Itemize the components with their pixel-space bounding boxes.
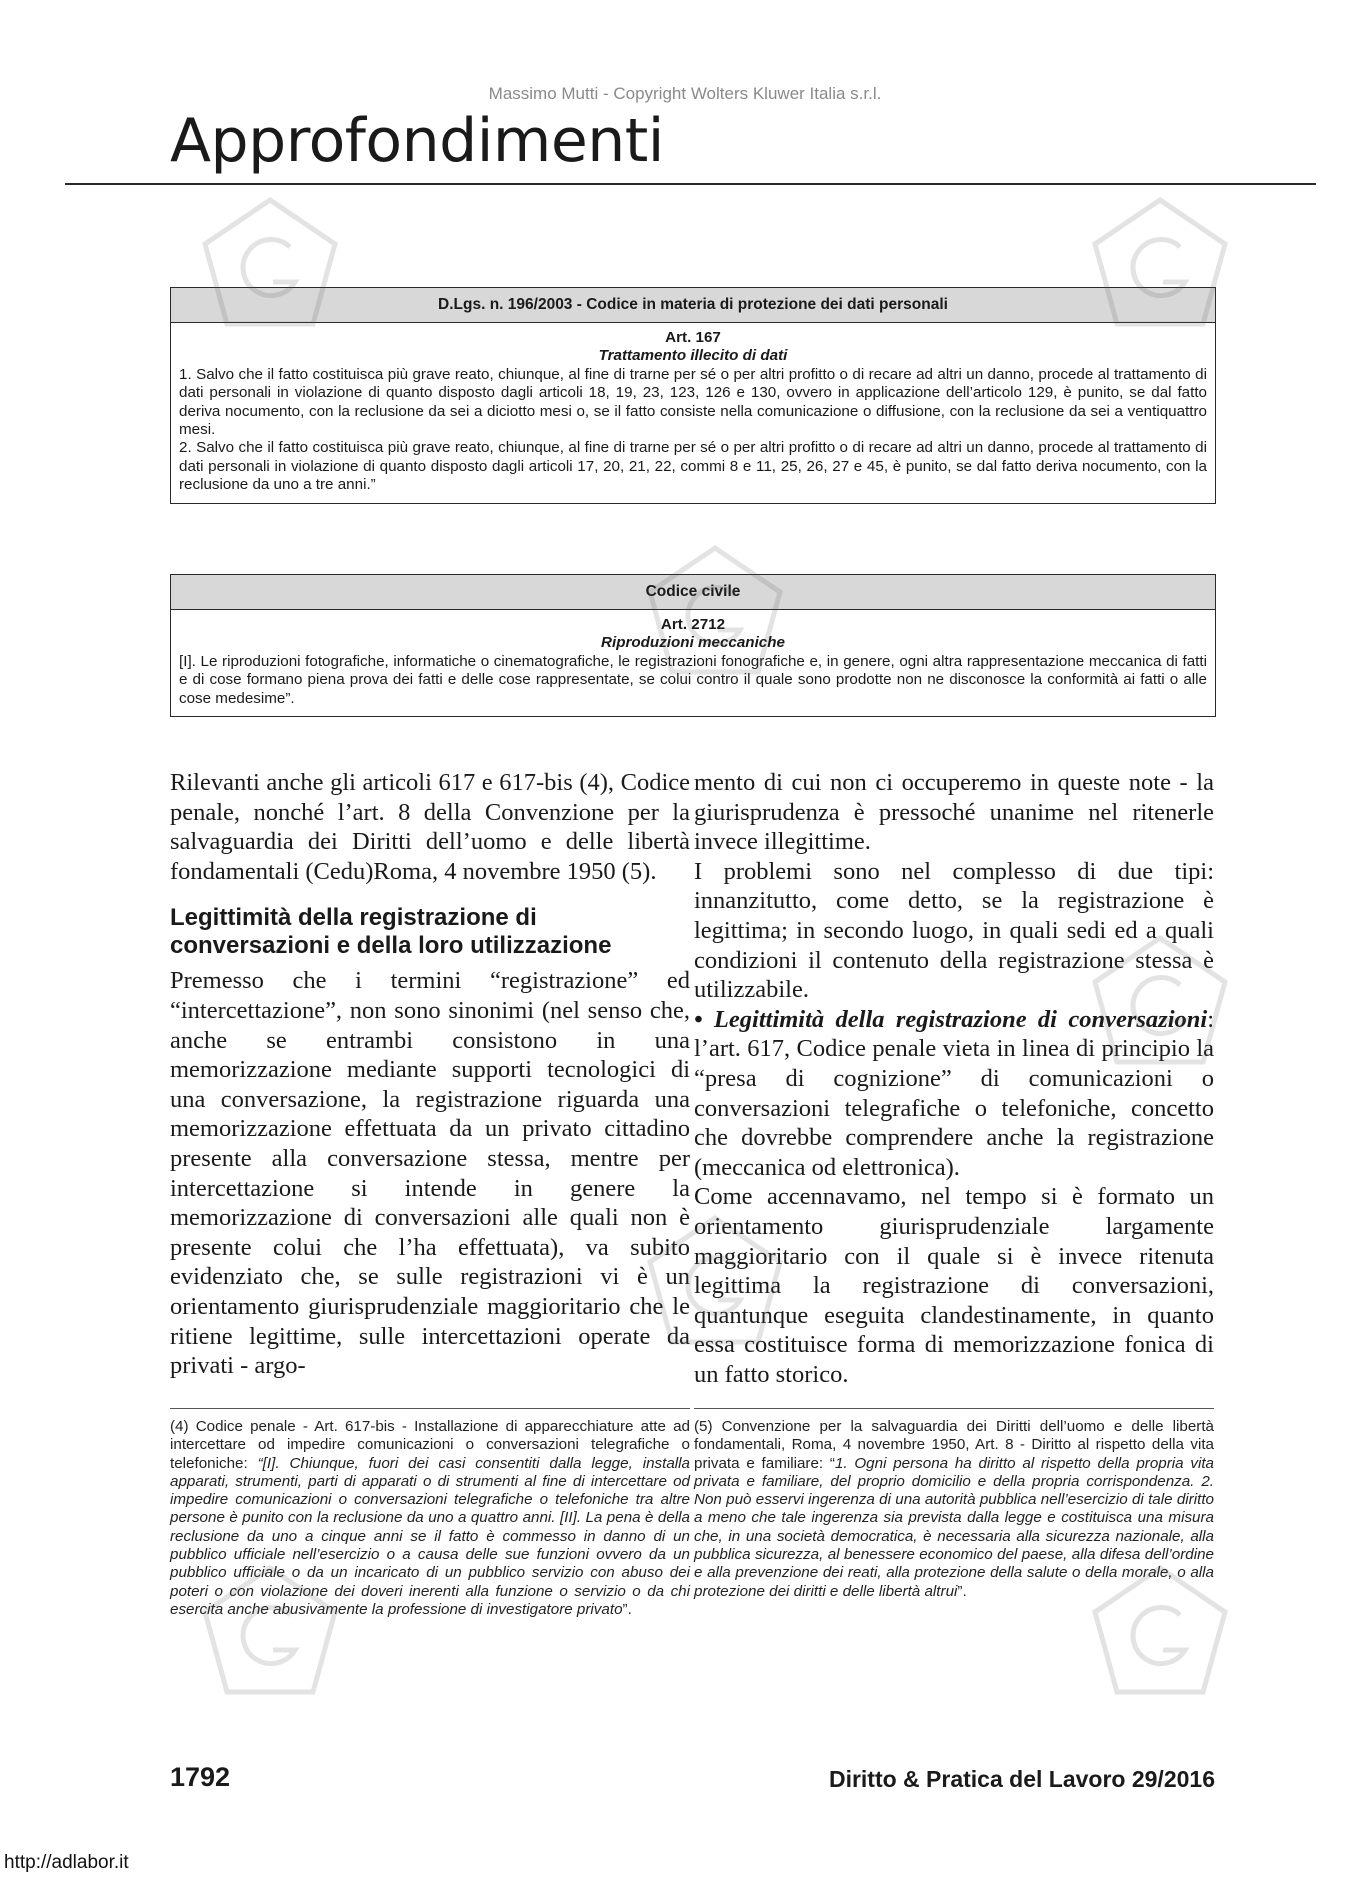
body-paragraph: Come accennavamo, nel tempo si è formato un orientamento giurisprudenziale largamente maggioritario con il quale si è invece ritenuta legittima la registrazione di conversazioni, quantunque eseguita clandestinamente, in quanto essa costituisce forma di memorizzazione fonica di un fatto storico. — [694, 1183, 1214, 1388]
footnote-quote: “[I]. Chiunque, fuori dei casi consentiti dalla legge, installa apparati, strumenti, parti di apparati o di strumenti al fine di intercettare od impedire comunicazioni o conversazioni telegrafiche o telefoniche tra altre persone è punito con la reclusione da uno a quattro anni. [II]. La pena è della reclusione da uno a cinque anni se il fatto è commesso in danno di un pubblico ufficiale nell’esercizio o a causa delle sue funzioni ovvero da un pubblico ufficiale o da un incaricato di un pubblico servizio con abuso dei poteri o con violazione dei doveri inerenti alla funzione o servizio o da chi esercita anche abusivamente la professione di investigatore privato — [170, 1454, 690, 1618]
body-paragraph: I problemi sono nel complesso di due tipi: innanzitutto, come detto, se la registrazione è legittima; in secondo luogo, in quali sedi ed a quali condizioni il contenuto della registrazione stessa è utilizzabile. — [694, 857, 1214, 1004]
title-rule — [65, 183, 1316, 185]
body-paragraph: Premesso che i termini “registrazione” ed “intercettazione”, non sono sinonimi (nel senso che, anche se entrambi consistono in una memorizzazione mediante supporti tecnologici di una conversazione, la registrazione riguarda una memorizzazione effettuata da un privato cittadino presente alla conversazione stessa, mentre per intercettazione si intende in genere la memorizzazione di conversazioni alle quali non è presente colui che l’ha effettuata), va subito evidenziato che, se sulle registrazioni vi è un orientamento giurisprudenziale maggioritario che le ritiene legittime, sulle intercettazioni operate da privati - argo- — [170, 967, 690, 1380]
footnote-text: (4) Codice penale - Art. 617-bis - Installazione di apparecchiature atte ad intercettare od impedire comunicazioni o conversazioni telegrafiche o telefoniche: — [170, 1418, 690, 1472]
article-title: Riproduzioni meccaniche — [601, 634, 785, 652]
watermark-logo-icon — [195, 192, 345, 347]
footnote-text: ”. — [957, 1582, 967, 1600]
copyright-line: Massimo Mutti - Copyright Wolters Kluwer Italia s.r.l. — [488, 84, 882, 103]
watermark-logo-icon — [1085, 930, 1235, 1085]
section-subheading: Legittimità della registrazione di conversazioni e della loro utilizzazione — [170, 904, 612, 960]
watermark-logo-icon — [640, 540, 790, 695]
watermark-logo-icon — [195, 1560, 345, 1715]
body-paragraph: Rilevanti anche gli articoli 617 e 617-bis (4), Codice penale, nonché l’art. 8 della Convenzione per la salvaguardia dei Diritti dell’uomo e delle libertà fondamentali (Cedu)Roma, 4 novembre 1950 (5). — [170, 769, 690, 885]
watermark-logo-icon — [640, 1210, 790, 1365]
watermark-logo-icon — [1085, 192, 1235, 347]
footnote-quote: 1. Ogni persona ha diritto al rispetto della propria vita privata e familiare, del proprio domicilio e della propria corrispondenza. 2. Non può esservi ingerenza di una autorità pubblica nell’esercizio di tale diritto a meno che tale ingerenza sia prevista dalla legge e costituisca una misura che, in una società democratica, è necessaria alla sicurezza nazionale, alla pubblica sicurezza, al benessere economico del paese, alla difesa dell’ordine e alla prevenzione dei reati, alla protezione della salute o della morale, o alla protezione dei diritti e delle libertà altrui — [694, 1454, 1214, 1600]
paragraph-lead: • Legittimità della registrazione di conversazioni — [694, 1005, 1208, 1033]
body-paragraph: mento di cui non ci occuperemo in queste note - la giurisprudenza è pressoché unanime nel ritenerle invece illegittime. — [694, 769, 1214, 856]
section-title: Approfondimenti — [170, 106, 664, 176]
page-number: 1792 — [170, 1762, 231, 1792]
footnote-text: ”. — [622, 1600, 632, 1618]
box-heading: D.Lgs. n. 196/2003 - Codice in materia di protezione dei dati personali — [171, 288, 1215, 323]
footnote-rule — [694, 1408, 1214, 1409]
article-paragraph: 1. Salvo che il fatto costituisca più grave reato, chiunque, al fine di trarne per sé o per altri profitto o di recare ad altri un danno, procede al trattamento di dati personali in violazione di quanto disposto dagli articoli 18, 19, 23, 123, 126 e 130, ovvero in applicazione dell’articolo 129, è punito, se dal fatto deriva nocumento, con la reclusione da sei a diciotto mesi o, se il fatto consiste nella comunicazione o diffusione, con la reclusione da sei a ventiquattro mesi. — [179, 365, 1207, 439]
footnote-text: (5) Convenzione per la salvaguardia dei Diritti dell’uomo e delle libertà fondamentali, Roma, 4 novembre 1950, Art. 8 - Diritto al rispetto della vita privata e familiare: “ — [694, 1418, 1214, 1472]
article-paragraph: [I]. Le riproduzioni fotografiche, informatiche o cinematografiche, le registrazioni fonografiche e, in genere, ogni altra rappresentazione meccanica di fatti e di cose formano piena prova dei fatti e delle cose rappresentate, se colui contro il quale sono prodotte non ne disconosce la conformità ai fatti o alle cose medesime”. — [179, 652, 1207, 707]
article-title: Trattamento illecito di dati — [598, 347, 788, 365]
body-column-left — [170, 768, 690, 1381]
footnote-rule — [170, 1408, 690, 1409]
article-number: Art. 2712 — [660, 616, 726, 633]
article-paragraph: 2. Salvo che il fatto costituisca più grave reato, chiunque, al fine di trarne per sé o per altri profitto o di recare ad altri un danno, procede al trattamento di dati personali in violazione di quanto disposto dagli articoli 17, 20, 21, 22, commi 8 e 11, 25, 26, 27 e 45, è punito, se dal fatto deriva nocumento, con la reclusione da uno a tre anni.” — [179, 439, 1207, 494]
box-heading: Codice civile — [171, 575, 1215, 610]
watermark-logo-icon — [1085, 1560, 1235, 1715]
journal-title: Diritto & Pratica del Lavoro 29/2016 — [828, 1766, 1215, 1792]
site-url: http://adlabor.it — [4, 1852, 129, 1873]
paragraph-text: : l’art. 617, Codice penale vieta in linea di principio la “presa di cognizione” di comunicazioni o conversazioni telegrafiche o telefoniche, concetto che dovrebbe comprendere anche la registrazione (meccanica od elettronica). — [694, 1005, 1214, 1181]
article-number: Art. 167 — [665, 329, 721, 346]
